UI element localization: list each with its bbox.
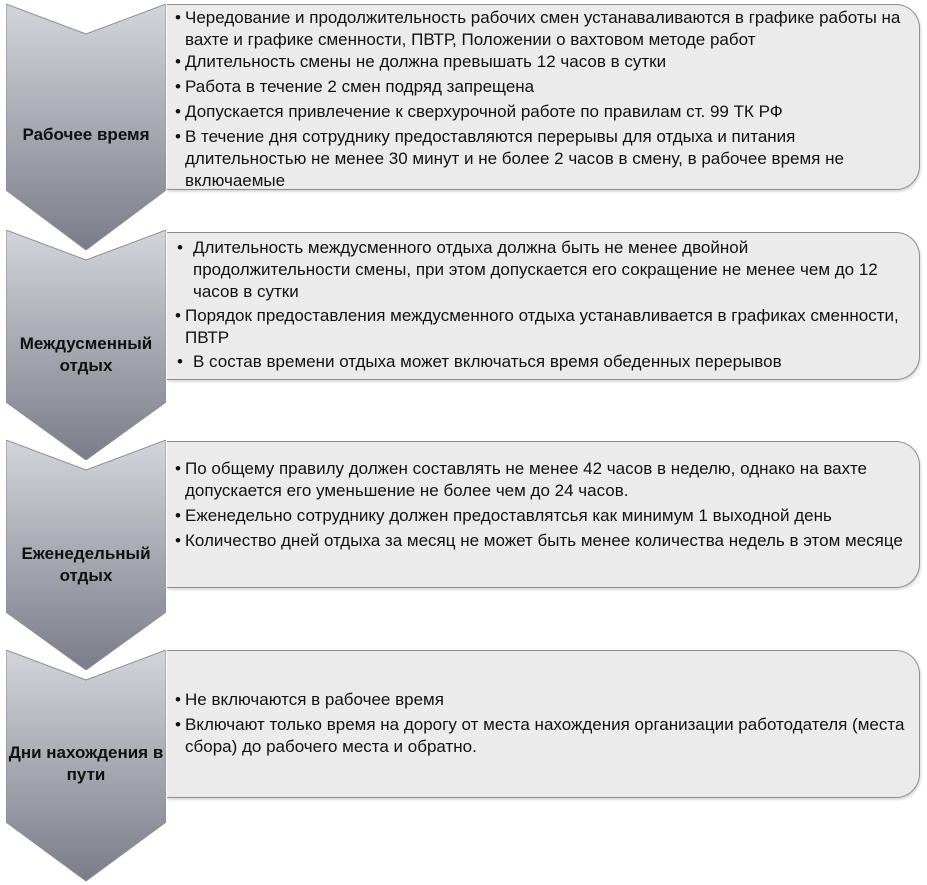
- chevron-working-time: [6, 4, 166, 250]
- list-item: • Не включаются в рабочее время: [175, 690, 444, 709]
- bullet-icon: •: [175, 102, 181, 121]
- bullet-icon: •: [175, 8, 181, 27]
- chevron-label: Междусменный отдых: [19, 334, 153, 375]
- chevron-intershift-rest: [6, 230, 166, 460]
- list-item: • В состав времени отдыха может включаться время обеденных перерывов: [177, 352, 782, 371]
- list-item: • В течение дня сотруднику предоставляются перерывы для отдыха и питания длительностью не менее 30 минут и не более 2 часов в смену, в рабочее время не включаемые: [175, 127, 844, 190]
- list-item: • Включают только время на дорогу от места нахождения организации работодателя (места сбора) до рабочего места и обратно.: [175, 715, 905, 756]
- bullet-icon: •: [177, 238, 183, 257]
- list-item: • Чередование и продолжительность рабочих смен устанаваливаются в графике работы на вахте и графике сменности, ПВТР, Положении о вахтовом методе работ: [175, 8, 901, 49]
- panel-intershift-rest: [167, 232, 920, 380]
- bullet-list: [173, 237, 907, 373]
- bullet-icon: •: [175, 306, 181, 325]
- chevron-label: Дни нахождения в пути: [8, 743, 164, 784]
- bullet-icon: •: [175, 77, 181, 96]
- bullet-icon: •: [175, 52, 181, 71]
- list-item: • Порядок предоставления междусменного отдыха устанавливается в графиках сменности, ПВТР: [175, 306, 899, 347]
- chevron-label: Рабочее время: [22, 125, 150, 144]
- list-item: • Количество дней отдыха за месяц не может быть менее количества недель в этом месяце: [175, 531, 903, 550]
- chevron-travel-days: [6, 650, 166, 882]
- bullet-icon: •: [175, 506, 181, 525]
- list-item: • Длительность смены не должна превышать 12 часов в сутки: [175, 52, 667, 71]
- list-item: • По общему правилу должен составлять не менее 42 часов в неделю, однако на вахте допускается его уменьшение не более чем до 24 часов.: [175, 459, 868, 500]
- panel-travel-days: [167, 650, 920, 798]
- list-item: • Допускается привлечение к сверхурочной работе по правилам ст. 99 ТК РФ: [175, 102, 783, 121]
- bullet-list: [173, 7, 907, 192]
- panel-weekly-rest: [167, 441, 920, 588]
- chevron-weekly-rest: [6, 440, 166, 670]
- list-item: • Длительность междусменного отдыха должна быть не менее двойной продолжительности смены, при этом допускается его сокращение не менее чем до 12 часов в сутки: [177, 238, 878, 301]
- list-item: • Работа в течение 2 смен подряд запрещена: [175, 77, 535, 96]
- bullet-icon: •: [175, 531, 181, 550]
- bullet-icon: •: [175, 690, 181, 709]
- chevron-label: Еженедельный отдых: [21, 544, 151, 585]
- list-item: • Еженедельно сотруднику должен предоставлятсья как минимум 1 выходной день: [175, 506, 832, 525]
- bullet-icon: •: [177, 352, 183, 371]
- bullet-icon: •: [175, 459, 181, 478]
- bullet-list: [173, 458, 907, 552]
- bullet-icon: •: [175, 715, 181, 734]
- bullet-icon: •: [175, 127, 181, 146]
- bullet-list: [173, 689, 907, 758]
- panel-working-time: [167, 4, 920, 190]
